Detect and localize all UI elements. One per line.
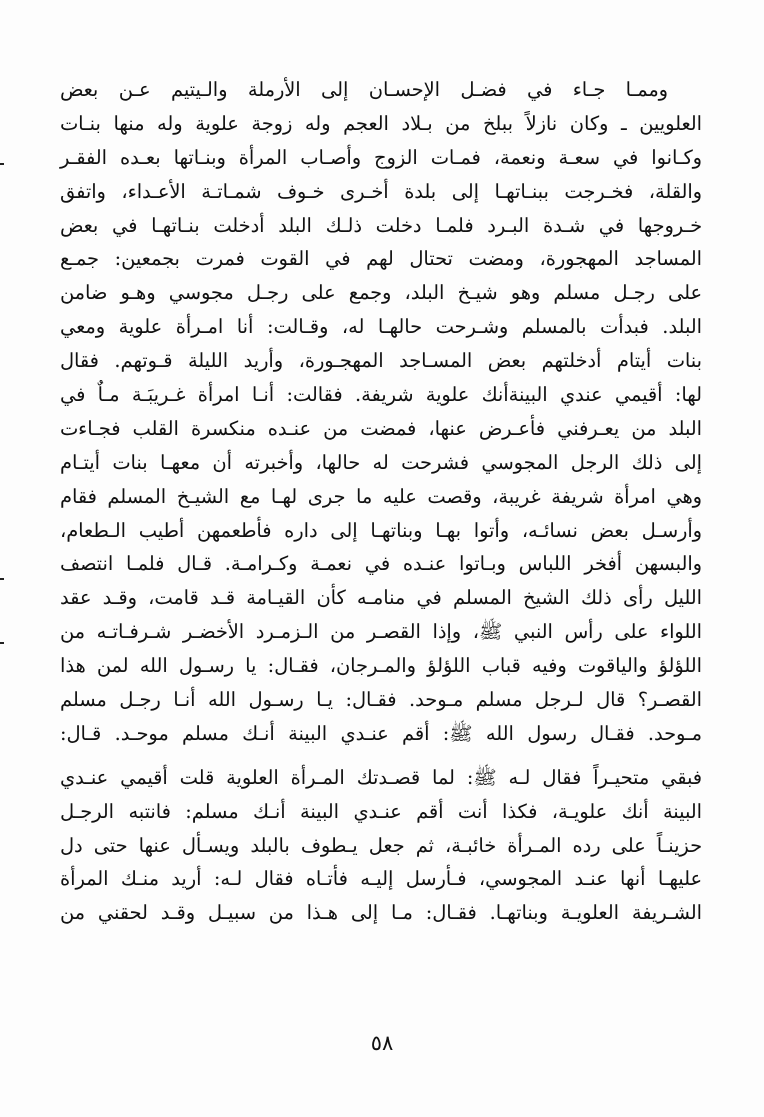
text-line: اللؤلؤ والياقوت وفيه قباب اللؤلؤ والمـرجان، فقـال: يا رسـول الله لمن هذا (60, 654, 702, 678)
text-line: اللواء على رأس النبي ﷺ، وإذا القصـر من الـزمـرد الأخضـر شـرفـاتـه من (60, 620, 702, 644)
text-line: لها: أقيمي عندي البينةأنك علوية شريفة. فقالت: أنـا امرأة غـريبَـة مـاٌ في (60, 383, 702, 407)
margin-mark-middle (0, 578, 4, 580)
text-line: فبقي متحيـراً فقال لـه ﷺ: لما قصـدتك المـرأة العلوية قلت أقيمي عنـدي (60, 765, 702, 789)
text-line: على رجـل مسلم وهو شيـخ البلد، وجمع على رجـل مجوسي وهـو ضامن (60, 281, 702, 305)
text-line: إلى ذلك الرجل المجوسي فشرحت له حالها، وأخبرته أن معهـا بنات أيتـام (60, 450, 702, 474)
text-line: البينة أنك علويـة، فكذا أنت أقم عنـدي البينة أنـك مسلم: فانتبه الرجـل (60, 799, 702, 823)
text-line: القصـر؟ قال لـرجل مسلم مـوحد. فقـال: يـا رسـول الله أنـا رجـل مسلم (60, 688, 702, 712)
text-line: الليل رأى ذلك الشيخ المسلم في منامـه كأن القيـامة قـد قامت، وقـد عقد (60, 586, 702, 610)
text-line: وهي امرأة شريفة غريبة، وقصت عليه ما جرى لهـا مع الشيـخ المسلم فقام (60, 484, 702, 508)
text-line: العلويين ـ وكان نازلاً ببلخ من بـلاد العجم وله زوجة علوية وله منها بنـات (60, 111, 702, 135)
body-text (60, 73, 702, 930)
margin-mark-lower (0, 642, 4, 644)
text-line: المساجد المهجورة، ومضت تحتال لهم في القوت فمرت بجمعين: جمـع (60, 247, 702, 271)
text-line: والقلة، فخـرجت ببنـاتهـا إلى بلدة أخـرى خـوف شمـاتـة الأعـداء، واتفق (60, 179, 702, 203)
page-number: ٥٨ (370, 1031, 394, 1055)
text-line: خـروجها في شـدة البـرد فلمـا دخلت ذلـك البلد أدخلت بنـاتهـا في بعض (60, 213, 702, 237)
text-line: البلد من يعـرفني فأعـرض عنها، فمضت من عنـده منكسرة القلب فجـاءت (60, 416, 702, 440)
text-line: الشـريفة العلويـة وبناتهـا. فقـال: مـا إلى هـذا من سبيـل وقـد لحقني من (60, 901, 702, 925)
paragraph-1 (60, 73, 702, 751)
text-line: وأرسـل بعض نسائـه، وأتوا بهـا وبناتهـا إلى داره فأطعمهن أطيب الـطعام، (60, 518, 702, 542)
text-line: عليهـا أنها عنـد المجوسي، فـأرسل إليـه فأتـاه فقال لـه: أريد منـك المرأة (60, 867, 702, 891)
text-line: وممـا جـاء في فضـل الإحسـان إلى الأرملة والـيتيم عـن بعض (60, 78, 668, 101)
paragraph-2 (60, 761, 702, 930)
text-line: البلد. فبدأت بالمسلم وشـرحت حالهـا له، وقـالت: أنا امـرأة علوية ومعي (60, 315, 702, 339)
margin-mark-top (0, 163, 4, 165)
paragraph-gap (60, 751, 702, 761)
text-line: وكـانوا في سعـة ونعمة، فمـات الزوج وأصـاب المرأة وبنـاتها بعـده الفقـر (60, 145, 702, 169)
text-line: بنات أيتام أدخلتهم بعض المسـاجد المهجـورة، وأريد الليلة قـوتهم. فقال (60, 349, 702, 373)
text-line: والبسهن أفخر اللباس وبـاتوا عنـده في نعمـة وكـرامـة. قـال فلمـا انتصف (60, 552, 702, 576)
text-line: حزينـاً على رده المـرأة خائبـة، ثم جعل يـطوف بالبلد ويسـأل عنها حتى دل (60, 833, 702, 857)
text-line: مـوحد. فقـال رسول الله ﷺ: أقم عنـدي البينة أنـك مسلم موحـد. قـال: (60, 721, 702, 745)
